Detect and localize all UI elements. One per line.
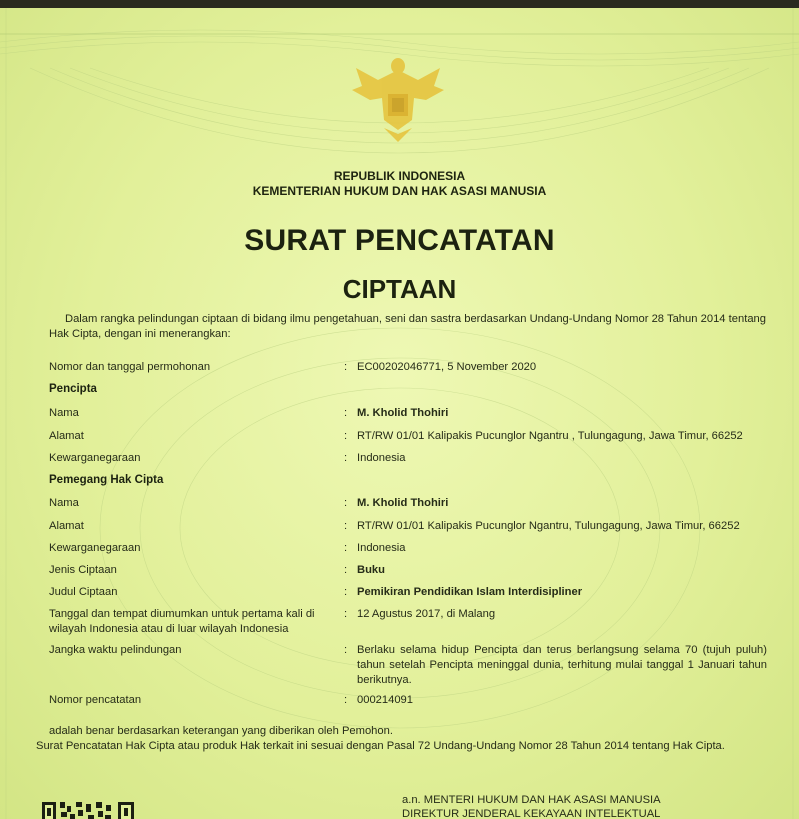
section-pencipta: Pencipta — [49, 383, 97, 395]
jenis-ciptaan-value: Buku — [357, 564, 385, 576]
application-value: EC00202046771, 5 November 2020 — [357, 361, 537, 373]
colon: : — [344, 644, 348, 656]
colon: : — [344, 452, 348, 464]
pemegang-nama-value: M. Kholid Thohiri — [357, 497, 449, 509]
header-republik: REPUBLIK INDONESIA — [333, 169, 466, 183]
tanggal-label-line1: Tanggal dan tempat diumumkan untuk pertama kali di — [49, 608, 315, 620]
colon: : — [344, 608, 348, 620]
nomor-pencatatan-label: Nomor pencatatan — [49, 694, 142, 706]
colon: : — [344, 542, 348, 554]
garuda-emblem — [348, 50, 448, 146]
pemegang-kewarganegaraan-label: Kewarganegaraan — [49, 542, 141, 554]
jangka-waktu-label: Jangka waktu pelindungan — [49, 644, 182, 656]
application-label: Nomor dan tanggal permohonan — [49, 361, 211, 373]
pencipta-alamat-value: RT/RW 01/01 Kalipakis Pucunglor Ngantru , Tulungagung, Jawa Timur, 66252 — [357, 430, 743, 442]
colon: : — [344, 564, 348, 576]
jangka-waktu-value: Berlaku selama hidup Pencipta dan terus berlangsung selama 70 (tujuh puluh) tahun setelah Pencipta meninggal dunia, terhitung mulai tanggal 1 Januari tahun berikutnya. — [357, 644, 767, 686]
pencipta-nama-label: Nama — [49, 407, 79, 419]
intro-paragraph: Dalam rangka pelindungan ciptaan di bidang ilmu pengetahuan, seni dan sastra berdasarkan Undang-Undang Nomor 28 Tahun 2014 tentang Hak Cipta, dengan ini menerangkan: — [49, 313, 766, 340]
colon: : — [344, 694, 348, 706]
colon: : — [344, 407, 348, 419]
pemegang-kewarganegaraan-value: Indonesia — [357, 542, 406, 554]
colon: : — [344, 497, 348, 509]
signature-line2: DIREKTUR JENDERAL KEKAYAAN INTELEKTUAL — [402, 808, 661, 819]
signature-line1: a.n. MENTERI HUKUM DAN HAK ASASI MANUSIA — [402, 794, 661, 806]
pencipta-nama-value: M. Kholid Thohiri — [357, 407, 449, 419]
jenis-ciptaan-label: Jenis Ciptaan — [49, 564, 117, 576]
pencipta-kewarganegaraan-value: Indonesia — [357, 452, 406, 464]
pencipta-kewarganegaraan-label: Kewarganegaraan — [49, 452, 141, 464]
top-edge — [0, 0, 799, 8]
nomor-pencatatan-value: 000214091 — [357, 694, 413, 706]
footer-line2: Surat Pencatatan Hak Cipta atau produk Hak terkait ini sesuai dengan Pasal 72 Undang-Undang Nomor 28 Tahun 2014 tentang Hak Cipta. — [36, 740, 725, 752]
section-pemegang: Pemegang Hak Cipta — [49, 474, 164, 486]
title-sub: CIPTAAN — [342, 274, 457, 304]
certificate-sheet — [0, 8, 799, 819]
tanggal-value: 12 Agustus 2017, di Malang — [357, 608, 496, 620]
header-kementerian: KEMENTERIAN HUKUM DAN HAK ASASI MANUSIA — [252, 184, 547, 198]
colon: : — [344, 586, 348, 598]
pemegang-alamat-label: Alamat — [49, 520, 84, 532]
colon: : — [344, 361, 348, 373]
footer-line1: adalah benar berdasarkan keterangan yang diberikan oleh Pemohon. — [49, 725, 393, 737]
judul-ciptaan-label: Judul Ciptaan — [49, 586, 118, 598]
pemegang-alamat-value: RT/RW 01/01 Kalipakis Pucunglor Ngantru, Tulungagung, Jawa Timur, 66252 — [357, 520, 740, 532]
colon: : — [344, 430, 348, 442]
colon: : — [344, 520, 348, 532]
qr-code-icon — [42, 802, 136, 819]
pencipta-alamat-label: Alamat — [49, 430, 84, 442]
pemegang-nama-label: Nama — [49, 497, 79, 509]
tanggal-label-line2: wilayah Indonesia atau di luar wilayah Indonesia — [49, 623, 289, 635]
judul-ciptaan-value: Pemikiran Pendidikan Islam Interdisipliner — [357, 586, 583, 598]
title-main: SURAT PENCATATAN — [244, 224, 555, 257]
